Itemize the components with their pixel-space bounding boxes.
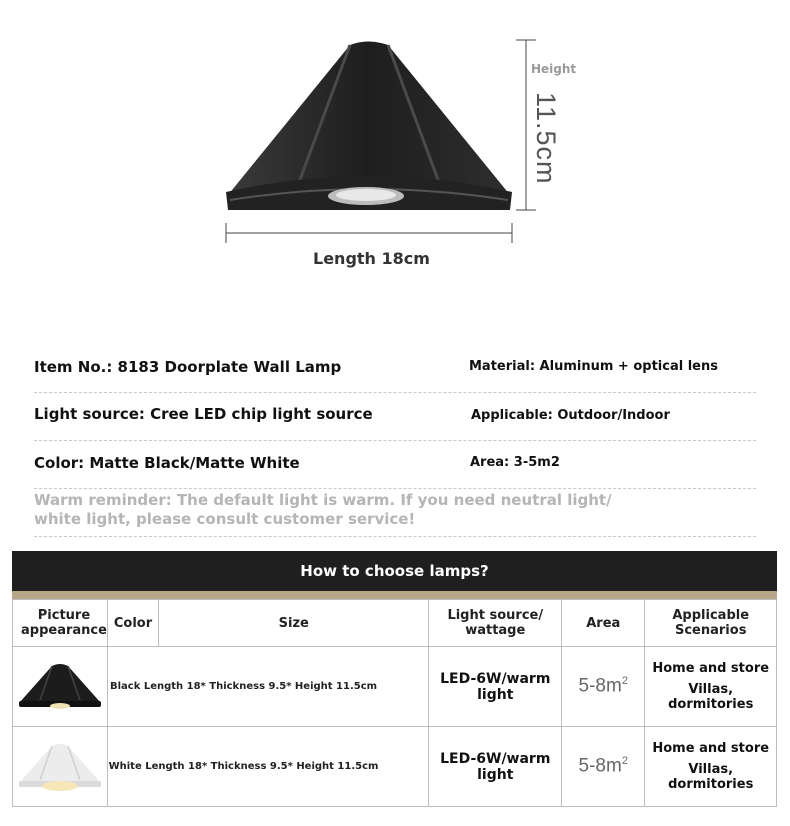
row-applicable xyxy=(645,647,777,727)
header-color: Color xyxy=(107,600,158,647)
height-value: 11.5cm xyxy=(531,92,561,185)
row-size: Black Length 18* Thickness 9.5* Height 11.5cm xyxy=(109,647,379,727)
header-size: Size xyxy=(159,600,429,647)
header-light-source: Light source/ wattage xyxy=(429,600,562,647)
spec-area: Area: 3-5m2 xyxy=(470,455,560,470)
row-area xyxy=(562,647,645,727)
lamp-thumbnail-white xyxy=(13,727,108,807)
comparison-table xyxy=(12,599,777,807)
spec-light-source: Light source: Cree LED chip light source xyxy=(34,405,373,423)
row-size: White Length 18* Thickness 9.5* Height 11.5cm xyxy=(109,727,379,807)
divider xyxy=(34,392,756,393)
warm-reminder: Warm reminder: The default light is warm. If you need neutral light/ white light, please consult customer service! xyxy=(34,491,612,528)
spec-material: Material: Aluminum + optical lens xyxy=(469,359,718,374)
area-value: 5-8m xyxy=(578,675,622,697)
table-title: How to choose lamps? xyxy=(12,551,777,591)
lamp-thumbnail-black xyxy=(13,647,108,727)
accent-bar xyxy=(12,591,777,599)
black-lamp-image xyxy=(16,656,104,714)
applicable-home: Home and store xyxy=(652,661,770,676)
spec-color: Color: Matte Black/Matte White xyxy=(34,454,300,472)
area-superscript: 2 xyxy=(621,675,628,688)
applicable-villas: Villas, dormitories xyxy=(668,762,754,792)
applicable-home: Home and store xyxy=(652,741,770,756)
row-light-source: LED-6W/warm light xyxy=(429,647,562,727)
row-applicable xyxy=(645,727,777,807)
white-lamp-image xyxy=(16,736,104,794)
length-label: Length 18cm xyxy=(313,249,430,268)
lamp-illustration xyxy=(0,0,790,290)
spec-item-no: Item No.: 8183 Doorplate Wall Lamp xyxy=(34,358,342,376)
row-area xyxy=(562,727,645,807)
applicable-villas: Villas, dormitories xyxy=(668,682,754,712)
table-row xyxy=(13,647,777,727)
table-header-row xyxy=(13,600,777,647)
divider xyxy=(34,488,756,489)
area-superscript: 2 xyxy=(621,755,628,768)
spec-applicable: Applicable: Outdoor/Indoor xyxy=(471,408,670,423)
divider xyxy=(34,536,756,537)
row-light-source: LED-6W/warm light xyxy=(429,727,562,807)
header-applicable: Applicable Scenarios xyxy=(645,600,777,647)
height-label: Height xyxy=(531,62,577,76)
header-picture: Picture appearance xyxy=(13,600,108,647)
header-area: Area xyxy=(562,600,645,647)
product-diagram xyxy=(0,0,790,290)
area-value: 5-8m xyxy=(578,755,622,777)
table-row xyxy=(13,727,777,807)
divider xyxy=(34,440,756,441)
